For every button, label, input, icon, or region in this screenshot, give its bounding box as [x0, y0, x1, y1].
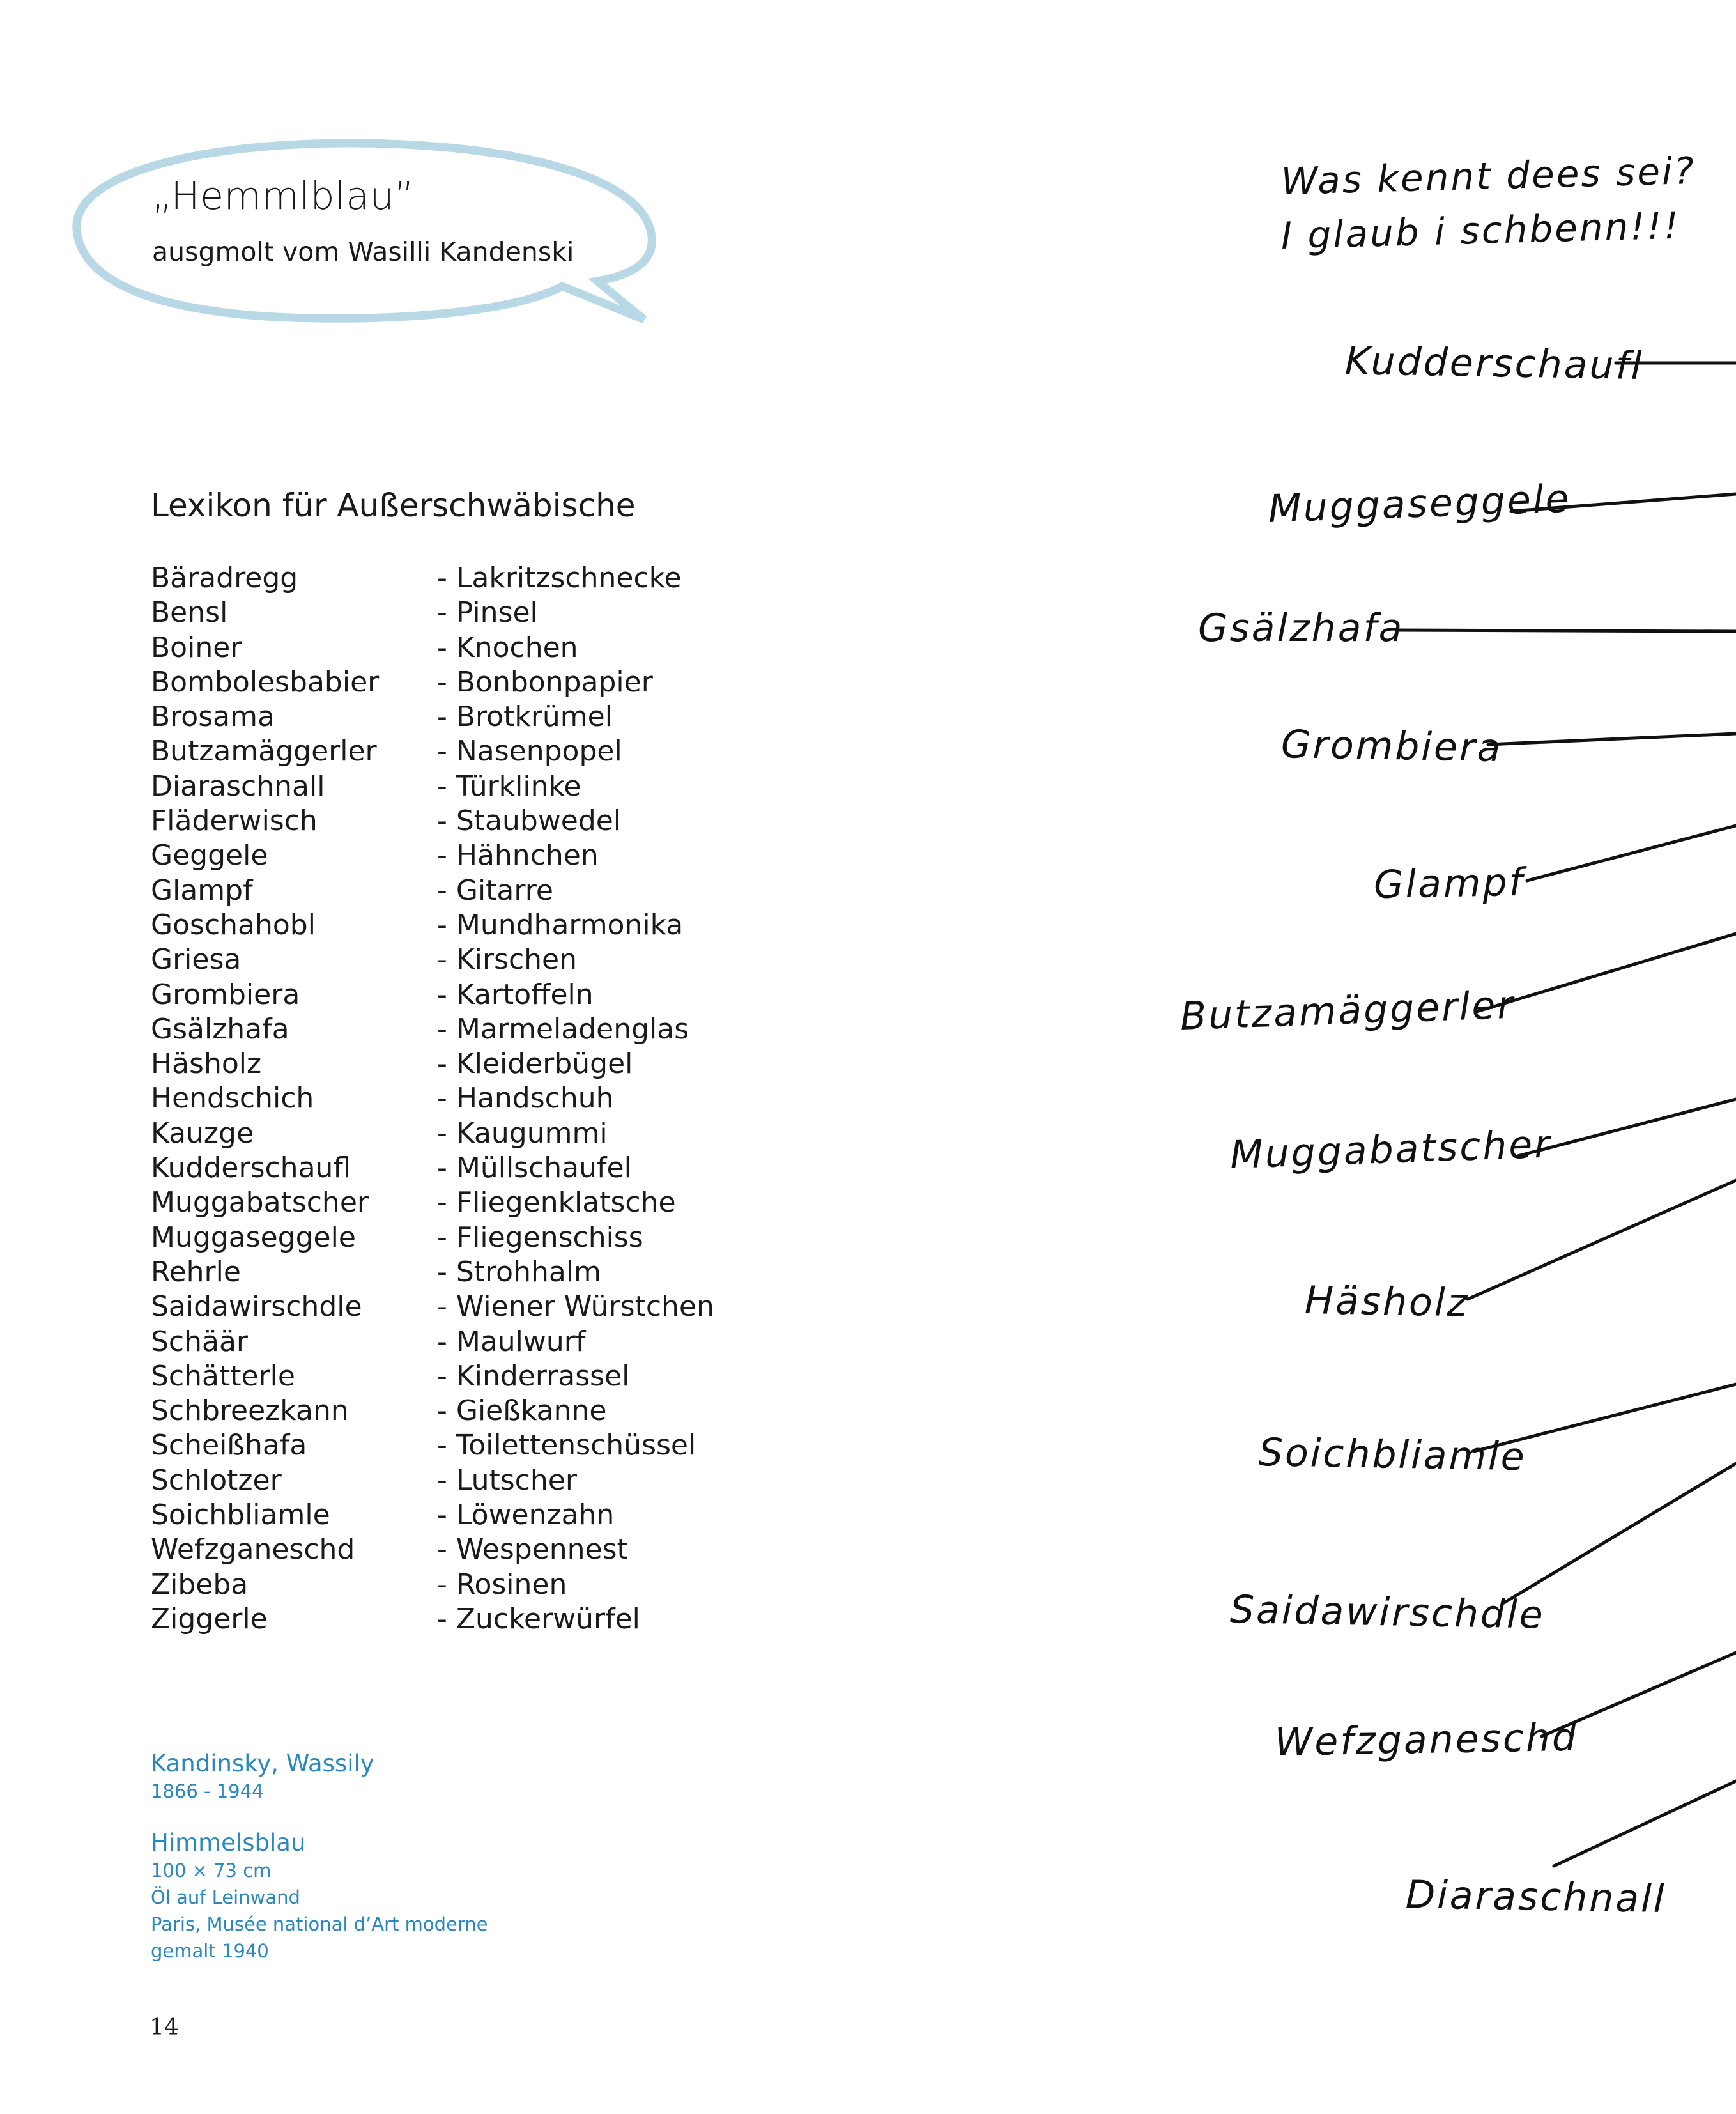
lexicon-translation: - Rosinen — [437, 1568, 567, 1601]
lexicon-translation: - Handschuh — [437, 1082, 614, 1115]
lexicon-translation: - Lutscher — [437, 1463, 577, 1497]
lexicon-translation: - Pinsel — [437, 596, 538, 629]
lexicon-term: Ziggerle — [151, 1602, 268, 1635]
lexicon-term: Gsälzhafa — [151, 1012, 289, 1045]
connector-line-soichbliamle — [1474, 1384, 1736, 1451]
lexicon-translation: - Gitarre — [437, 874, 553, 907]
lexicon-translation: - Müllschaufel — [437, 1152, 632, 1185]
handwritten-question-line-2: I glaub i schbenn!!! — [1280, 203, 1681, 258]
lexicon-translation: - Maulwurf — [437, 1325, 586, 1358]
handwritten-label-kudderschaufl: Kudderschaufl — [1344, 339, 1644, 389]
lexicon-translation: - Kleiderbügel — [437, 1047, 633, 1081]
caption-lifespan: 1866 - 1944 — [151, 1780, 264, 1802]
bubble-title: „Hemmlblau” — [152, 174, 415, 219]
connector-line-haesholz — [1468, 1180, 1736, 1299]
lexicon-term: Hendschich — [151, 1082, 314, 1115]
connector-line-muggaseggele — [1511, 494, 1736, 511]
lexicon-translation: - Löwenzahn — [437, 1499, 615, 1532]
lexicon-heading: Lexikon für Außerschwäbische — [151, 487, 636, 524]
page-number: 14 — [150, 2014, 179, 2041]
lexicon-term: Goschahobl — [151, 908, 316, 941]
connector-line-gsaelzhafa — [1397, 630, 1736, 631]
lexicon-term: Muggabatscher — [151, 1186, 369, 1219]
lexicon-term: Kauzge — [151, 1116, 254, 1150]
lexicon-translation: - Wiener Würstchen — [437, 1290, 714, 1323]
lexicon-term: Muggaseggele — [151, 1221, 356, 1254]
handwritten-label-saidawirschdle: Saidawirschdle — [1229, 1587, 1546, 1638]
lexicon-translation: - Lakritzschnecke — [437, 562, 682, 594]
connector-line-butzamaeggerler — [1477, 934, 1736, 1012]
lexicon-translation: - Marmeladenglas — [437, 1012, 689, 1045]
lexicon-term: Bäradregg — [151, 562, 298, 594]
caption-medium: Öl auf Leinwand — [151, 1886, 300, 1908]
lexicon-term: Griesa — [151, 943, 242, 976]
lexicon-term: Grombiera — [151, 978, 300, 1011]
connector-line-muggabatscher — [1517, 1099, 1736, 1156]
lexicon-translation: - Fliegenklatsche — [437, 1186, 676, 1219]
lexicon-term: Wefzganeschd — [151, 1533, 355, 1566]
handwritten-label-gsaelzhafa: Gsälzhafa — [1198, 606, 1404, 651]
lexicon-translation: - Bonbonpapier — [437, 665, 653, 698]
lexicon-term: Bensl — [151, 596, 228, 629]
lexicon-translation: - Mundharmonika — [437, 908, 684, 941]
lexicon-term: Kudderschaufl — [151, 1152, 351, 1185]
lexicon-term: Schäär — [151, 1325, 249, 1358]
lexicon-translation: - Kartoffeln — [437, 978, 594, 1011]
lexicon-term: Soichbliamle — [151, 1499, 330, 1532]
lexicon-term: Glampf — [151, 874, 253, 907]
lexicon-translation: - Kinderrassel — [437, 1359, 630, 1393]
lexicon-translation: - Fliegenschiss — [437, 1221, 643, 1254]
lexicon-term: Fläderwisch — [151, 805, 318, 838]
caption-artist: Kandinsky, Wassily — [151, 1750, 374, 1777]
lexicon-translation: - Kirschen — [437, 943, 577, 976]
lexicon-term: Schätterle — [151, 1359, 295, 1393]
lexicon-term: Schlotzer — [151, 1463, 282, 1497]
connector-line-grombiera — [1488, 734, 1736, 745]
lexicon-translation: - Zuckerwürfel — [437, 1602, 640, 1635]
caption-dimensions: 100 × 73 cm — [151, 1860, 272, 1881]
lexicon-translation: - Gießkanne — [437, 1394, 607, 1428]
caption-location: Paris, Musée national d’Art moderne — [151, 1913, 488, 1935]
connector-line-diaraschnall — [1554, 1781, 1736, 1866]
lexicon-translation: - Kaugummi — [437, 1116, 608, 1150]
handwritten-label-muggaseggele: Muggaseggele — [1267, 476, 1572, 532]
lexicon-translation: - Wespennest — [437, 1533, 628, 1566]
lexicon-term: Boiner — [151, 631, 242, 664]
handwritten-question-line-1: Was kennt dees sei? — [1280, 149, 1696, 203]
connector-line-wefzganeschd — [1542, 1653, 1736, 1736]
handwritten-label-grombiera: Grombiera — [1280, 722, 1503, 771]
lexicon-term: Schbreezkann — [151, 1394, 349, 1428]
bubble-subtitle: ausgmolt vom Wasilli Kandenski — [152, 236, 574, 267]
caption-title: Himmelsblau — [151, 1829, 306, 1856]
lexicon-translation: - Türklinke — [437, 769, 581, 803]
lexicon-term: Brosama — [151, 700, 275, 734]
lexicon-term: Diaraschnall — [151, 769, 325, 803]
lexicon-translation: - Strohhalm — [437, 1255, 601, 1288]
handwritten-label-glampf: Glampf — [1373, 860, 1525, 907]
handwritten-label-wefzganeschd: Wefzganeschd — [1274, 1715, 1579, 1765]
lexicon-term: Geggele — [151, 839, 268, 872]
handwritten-label-haesholz: Häsholz — [1304, 1278, 1470, 1326]
handwritten-label-butzamaeggerler: Butzamäggerler — [1179, 982, 1516, 1039]
handwritten-label-diaraschnall: Diaraschnall — [1405, 1872, 1667, 1922]
lexicon-translation: - Toilettenschüssel — [437, 1429, 696, 1462]
lexicon-translation: - Knochen — [437, 631, 578, 664]
lexicon-translation: - Staubwedel — [437, 805, 622, 838]
lexicon-term: Bombolesbabier — [151, 665, 380, 698]
lexicon-translation: - Brotkrümel — [437, 700, 613, 734]
lexicon-term: Saidawirschdle — [151, 1290, 362, 1323]
lexicon-translation: - Hähnchen — [437, 839, 599, 872]
lexicon-term: Häsholz — [151, 1047, 262, 1081]
connector-line-saidawirschdle — [1504, 1463, 1736, 1603]
lexicon-translation: - Nasenpopel — [437, 735, 622, 768]
lexicon-term: Scheißhafa — [151, 1429, 307, 1462]
lexicon-term: Butzamäggerler — [151, 735, 377, 768]
lexicon-term: Rehrle — [151, 1255, 241, 1288]
caption-date: gemalt 1940 — [151, 1940, 269, 1962]
connector-line-glampf — [1527, 826, 1736, 881]
handwritten-label-soichbliamle: Soichbliamle — [1258, 1430, 1527, 1480]
handwritten-label-muggabatscher: Muggabatscher — [1229, 1122, 1553, 1178]
lexicon-term: Zibeba — [151, 1568, 249, 1601]
